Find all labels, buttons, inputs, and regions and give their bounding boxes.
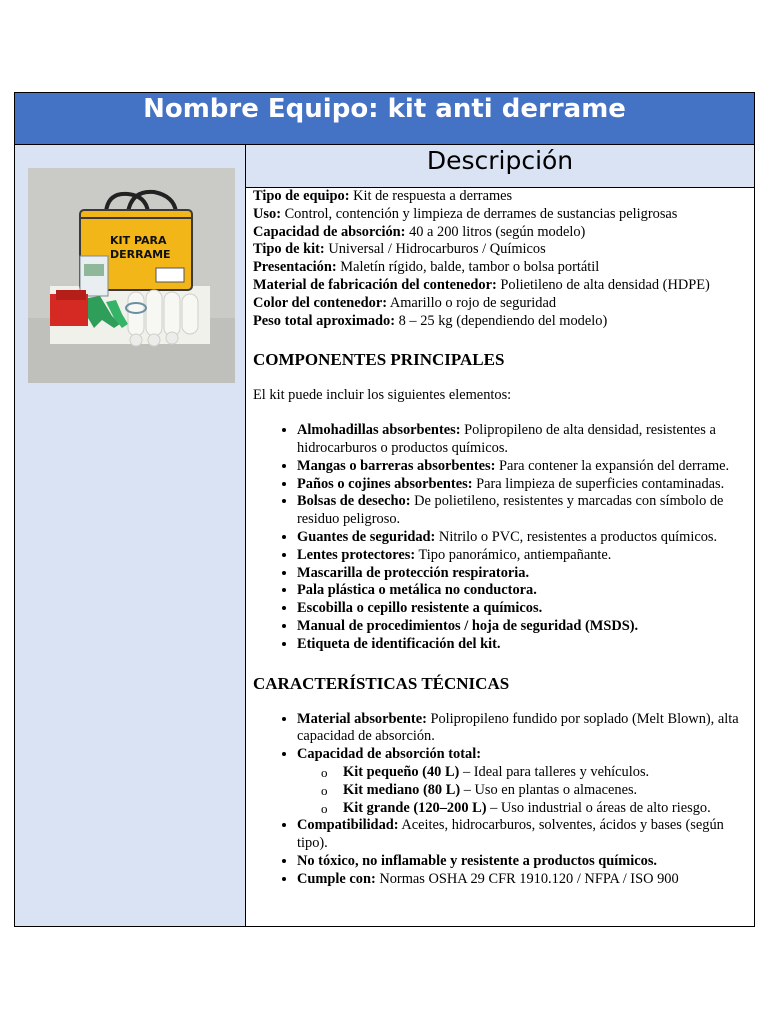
list-item [297,871,746,889]
list-item [297,458,746,476]
spec-label: Material de fabricación del contenedor: [253,276,497,293]
description-heading [246,145,754,188]
item-label: Paños o cojines absorbentes: [297,475,473,492]
item-value: De polietileno, resistentes y marcadas con símbolo de residuo peligroso. [297,493,724,528]
spec-label: Peso total aproximado: [253,312,396,329]
item-label: Mascarilla de protección respiratoria. [297,564,530,581]
item-label: Kit pequeño (40 L) [343,763,460,780]
components-intro: El kit puede incluir los siguientes elementos: [253,387,512,404]
spec-value: 8 – 25 kg (dependiendo del modelo) [395,312,608,329]
list-item [297,476,746,494]
item-value: Para contener la expansión del derrame. [495,457,730,474]
item-value: Aceites, hidrocarburos, solventes, ácidos y bases (según tipo). [297,817,724,852]
item-value: – Ideal para talleres y vehículos. [459,763,650,780]
spec-item [253,277,746,295]
item-value: Polipropileno de alta densidad, resistentes a hidrocarburos o productos químicos. [297,422,716,456]
list-item [297,746,746,817]
item-label: Lentes protectores: [297,546,416,563]
spec-value: Kit de respuesta a derrames [349,188,513,204]
item-value: Nitrilo o PVC, resistentes a productos químicos. [435,528,718,545]
capacity-sublist [297,764,746,817]
spec-item [253,295,746,313]
list-item [297,547,746,565]
description-heading-text: Descripción [426,146,574,175]
list-item [297,565,746,583]
list-item [297,422,746,458]
technical-list [253,711,746,889]
components-title [253,350,746,370]
kit-photo [28,168,235,383]
item-label: Etiqueta de identificación del kit. [297,635,501,652]
item-label: Cumple con: [297,870,376,887]
sublist-item [321,782,746,800]
item-label: Escobilla o cepillo resistente a químicos. [297,600,543,617]
item-value: Tipo panorámico, antiempañante. [415,546,612,563]
spec-value: Universal / Hidrocarburos / Químicos [324,241,546,258]
list-item [297,529,746,547]
item-label: Capacidad de absorción total: [297,746,482,763]
item-label: Bolsas de desecho: [297,493,411,510]
item-value: – Uso en plantas o almacenes. [460,781,638,798]
sublist-item [321,800,746,818]
spec-item [253,241,746,259]
description-column [246,145,754,926]
bag-label-line1: KIT PARA [110,234,167,247]
item-label: Kit grande (120–200 L) [343,799,487,816]
item-label: Guantes de seguridad: [297,528,436,545]
image-column [15,145,246,926]
list-item [297,582,746,600]
item-label: Compatibilidad: [297,817,399,834]
list-item [297,636,746,654]
list-item [297,493,746,529]
technical-title [253,674,746,694]
equipment-sheet [14,92,755,927]
components-title-text: COMPONENTES PRINCIPALES [253,350,505,370]
spec-item [253,313,746,331]
spec-value: Maletín rígido, balde, tambor o bolsa portátil [336,259,600,276]
spec-item [253,259,746,277]
item-label: Material absorbente: [297,710,427,727]
list-item [297,600,746,618]
bag-label-line2: DERRAME [110,248,171,261]
spec-item [253,188,746,206]
components-list [253,422,746,653]
title-bar [15,93,754,145]
item-value: – Uso industrial o áreas de alto riesgo. [486,799,711,816]
spec-value: Amarillo o rojo de seguridad [387,294,557,311]
item-value: Para limpieza de superficies contaminadas. [472,475,725,492]
item-label: Kit mediano (80 L) [343,781,461,798]
spec-label: Presentación: [253,259,337,276]
spec-item [253,224,746,242]
item-label: Manual de procedimientos / hoja de seguridad (MSDS). [297,617,639,634]
list-item [297,618,746,636]
description-content [246,188,754,889]
spec-value: Polietileno de alta densidad (HDPE) [496,276,710,293]
item-label: Mangas o barreras absorbentes: [297,457,496,474]
item-label: Almohadillas absorbentes: [297,422,461,439]
spec-label: Color del contenedor: [253,294,388,311]
list-item [297,711,746,747]
list-item [297,853,746,871]
item-label: Pala plástica o metálica no conductora. [297,582,537,599]
spec-label: Tipo de kit: [253,241,325,258]
item-value: Normas OSHA 29 CFR 1910.120 / NFPA / ISO 900 [375,870,679,887]
spill-kit-illustration [28,168,235,383]
spec-item [253,206,746,224]
list-item [297,817,746,853]
spec-label: Uso: [253,205,281,222]
spec-list [253,188,746,330]
spec-value: Control, contención y limpieza de derrames de sustancias peligrosas [280,205,678,222]
spec-value: 40 a 200 litros (según modelo) [405,223,586,240]
page-title: Nombre Equipo: kit anti derrame [143,94,626,124]
item-value: Polipropileno fundido por soplado (Melt Blown), alta capacidad de absorción. [297,710,739,745]
technical-title-text: CARACTERÍSTICAS TÉCNICAS [253,673,510,693]
spec-label: Capacidad de absorción: [253,223,406,240]
sublist-item [321,764,746,782]
spec-label: Tipo de equipo: [253,188,350,204]
item-label: No tóxico, no inflamable y resistente a productos químicos. [297,852,658,869]
